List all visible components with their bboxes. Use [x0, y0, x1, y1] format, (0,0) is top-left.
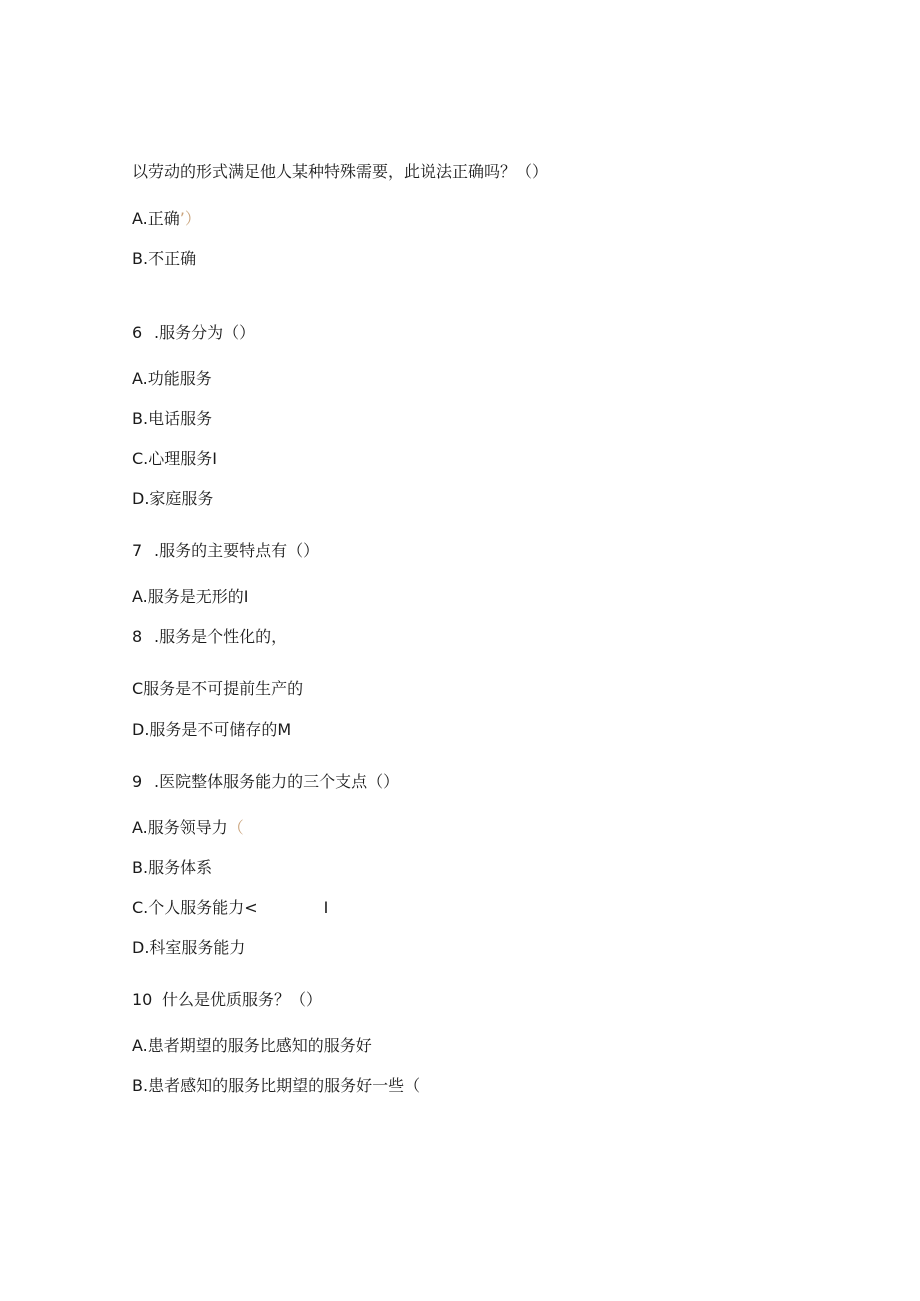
- option-text: B.电话服务: [132, 409, 213, 428]
- option-text: D.科室服务能力: [132, 938, 246, 957]
- option-item: [132, 858, 212, 878]
- option-item: [132, 489, 213, 509]
- question-stem: [132, 162, 548, 182]
- option-item: [132, 209, 201, 229]
- option-text: A.功能服务: [132, 369, 212, 388]
- option-text: C.个人服务能力<: [132, 898, 258, 917]
- option-text: B.患者感知的服务比期望的服务好一些（: [132, 1076, 421, 1095]
- question-text: .服务分为（）: [154, 323, 256, 342]
- option-text: A.服务领导力: [132, 818, 228, 837]
- option-item: [132, 1076, 420, 1096]
- question-stem: [132, 627, 287, 647]
- question-number: 9: [132, 772, 143, 791]
- question-text: .服务是个性化的，: [154, 627, 288, 646]
- option-mark: ’）: [179, 209, 201, 228]
- option-text: A.服务是无形的I: [132, 587, 249, 606]
- option-item: [132, 898, 328, 918]
- option-text: D.家庭服务: [132, 489, 214, 508]
- option-item: [132, 720, 291, 740]
- question-text: .医院整体服务能力的三个支点（）: [154, 772, 400, 791]
- option-text: C.心理服务I: [132, 449, 217, 468]
- option-item: [132, 938, 245, 958]
- option-item: [132, 449, 217, 469]
- option-text: A.正确: [132, 209, 180, 228]
- question-stem: [132, 772, 399, 792]
- question-stem: [132, 323, 255, 343]
- question-stem: [132, 990, 322, 1010]
- question-text: .服务的主要特点有（）: [154, 541, 320, 560]
- option-text: B.不正确: [132, 249, 197, 268]
- question-number: 7: [132, 541, 143, 560]
- option-item: [132, 409, 212, 429]
- option-item: [132, 818, 244, 838]
- option-text: B.服务体系: [132, 858, 213, 877]
- option-item: [132, 679, 303, 699]
- option-item: [132, 1036, 372, 1056]
- option-trail: I: [323, 898, 329, 917]
- option-text: C服务是不可提前生产的: [132, 679, 304, 698]
- option-item: [132, 369, 212, 389]
- option-item: [132, 587, 248, 607]
- option-mark: （: [227, 818, 244, 837]
- option-item: [132, 249, 196, 269]
- question-text: 以劳动的形式满足他人某种特殊需要，此说法正确吗？（）: [132, 162, 549, 181]
- question-number: 6: [132, 323, 143, 342]
- option-text: D.服务是不可储存的M: [132, 720, 292, 739]
- option-text: A.患者期望的服务比感知的服务好: [132, 1036, 372, 1055]
- question-stem: [132, 541, 319, 561]
- question-number: 8: [132, 627, 143, 646]
- question-number: 10: [132, 990, 153, 1009]
- question-text: 什么是优质服务？（）: [162, 990, 323, 1009]
